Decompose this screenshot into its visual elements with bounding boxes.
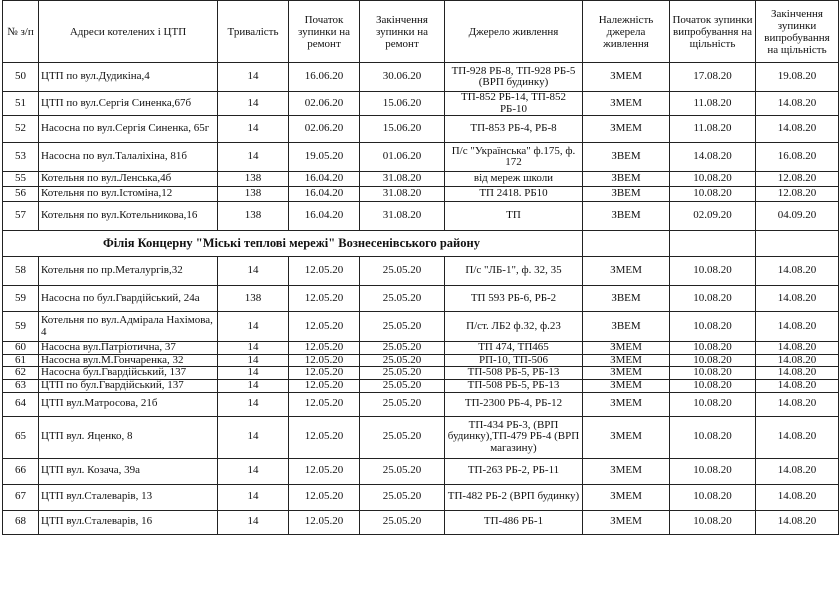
table-row — [3, 312, 839, 342]
cell-address: ЦТП вул.Сталеварів, 13 — [39, 484, 218, 510]
cell-num: 56 — [3, 187, 39, 202]
cell-source: ТП-2300 РБ-4, РБ-12 — [445, 392, 583, 416]
cell-duration: 14 — [218, 92, 289, 116]
cell-test-end: 14.08.20 — [756, 354, 839, 367]
cell-address: ЦТП по бул.Гвардійський, 137 — [39, 379, 218, 392]
cell-owner: ЗМЕМ — [583, 484, 670, 510]
cell-stop-end: 30.06.20 — [360, 63, 445, 92]
cell-source: ТП-434 РБ-3, (ВРП будинку),ТП-479 РБ-4 (ВРП магазину) — [445, 416, 583, 458]
cell-test-start: 10.08.20 — [670, 286, 756, 312]
cell-stop-start: 12.05.20 — [289, 342, 360, 355]
cell-stop-end: 15.06.20 — [360, 116, 445, 143]
cell-num: 53 — [3, 143, 39, 172]
cell-test-start: 10.08.20 — [670, 354, 756, 367]
cell-duration: 14 — [218, 392, 289, 416]
cell-stop-start: 12.05.20 — [289, 312, 360, 342]
cell-source: ТП-928 РБ-8, ТП-928 РБ-5 (ВРП будинку) — [445, 63, 583, 92]
cell-test-start: 10.08.20 — [670, 510, 756, 534]
cell-duration: 14 — [218, 143, 289, 172]
cell-stop-start: 16.04.20 — [289, 187, 360, 202]
cell-num: 62 — [3, 367, 39, 380]
cell-stop-start: 16.04.20 — [289, 172, 360, 187]
cell-address: Насосна вул.Патріотична, 37 — [39, 342, 218, 355]
table-body — [3, 63, 839, 535]
cell-owner: ЗМЕМ — [583, 63, 670, 92]
cell-stop-end: 25.05.20 — [360, 286, 445, 312]
cell-duration: 14 — [218, 367, 289, 380]
cell-stop-start: 02.06.20 — [289, 116, 360, 143]
cell-owner: ЗМЕМ — [583, 458, 670, 484]
cell-source: П/с "ЛБ-1", ф. 32, 35 — [445, 257, 583, 286]
cell-duration: 14 — [218, 354, 289, 367]
cell-address: Котельня по вул.Істоміна,12 — [39, 187, 218, 202]
cell-source: ТП-852 РБ-14, ТП-852 РБ-10 — [445, 92, 583, 116]
cell-test-end: 14.08.20 — [756, 257, 839, 286]
cell-test-end: 04.09.20 — [756, 202, 839, 231]
cell-test-end: 12.08.20 — [756, 187, 839, 202]
cell-stop-start: 12.05.20 — [289, 458, 360, 484]
cell-stop-end: 15.06.20 — [360, 92, 445, 116]
cell-test-end: 14.08.20 — [756, 312, 839, 342]
schedule-table — [2, 0, 839, 535]
cell-num: 55 — [3, 172, 39, 187]
table-row — [3, 187, 839, 202]
cell-stop-start: 12.05.20 — [289, 379, 360, 392]
cell-duration: 14 — [218, 342, 289, 355]
cell-owner: ЗВЕМ — [583, 286, 670, 312]
cell-test-end: 14.08.20 — [756, 367, 839, 380]
cell-duration: 138 — [218, 202, 289, 231]
cell-stop-start: 12.05.20 — [289, 257, 360, 286]
cell-duration: 14 — [218, 116, 289, 143]
table-row — [3, 392, 839, 416]
cell-source: ТП-263 РБ-2, РБ-11 — [445, 458, 583, 484]
cell-address: Насосна бул.Гвардійський, 137 — [39, 367, 218, 380]
header-source: Джерело живлення — [445, 1, 583, 63]
cell-owner: ЗМЕМ — [583, 510, 670, 534]
cell-address: ЦТП по вул.Дудикіна,4 — [39, 63, 218, 92]
cell-source: ТП-508 РБ-5, РБ-13 — [445, 367, 583, 380]
section-empty-cell — [670, 231, 756, 257]
cell-test-start: 02.09.20 — [670, 202, 756, 231]
header-test-end: Закінчення зупинки випробування на щільність — [756, 1, 839, 63]
cell-stop-end: 25.05.20 — [360, 416, 445, 458]
cell-owner: ЗМЕМ — [583, 354, 670, 367]
cell-duration: 14 — [218, 458, 289, 484]
cell-owner: ЗМЕМ — [583, 342, 670, 355]
cell-num: 63 — [3, 379, 39, 392]
cell-test-start: 10.08.20 — [670, 187, 756, 202]
cell-duration: 14 — [218, 257, 289, 286]
table-row — [3, 92, 839, 116]
table-row — [3, 143, 839, 172]
cell-owner: ЗМЕМ — [583, 367, 670, 380]
cell-test-end: 14.08.20 — [756, 510, 839, 534]
cell-stop-start: 16.06.20 — [289, 63, 360, 92]
cell-source: від мереж школи — [445, 172, 583, 187]
cell-test-start: 10.08.20 — [670, 458, 756, 484]
cell-owner: ЗВЕМ — [583, 312, 670, 342]
cell-test-start: 10.08.20 — [670, 342, 756, 355]
cell-test-end: 16.08.20 — [756, 143, 839, 172]
cell-source: ТП 2418. РБ10 — [445, 187, 583, 202]
table-row — [3, 484, 839, 510]
cell-owner: ЗВЕМ — [583, 202, 670, 231]
cell-num: 52 — [3, 116, 39, 143]
cell-stop-start: 12.05.20 — [289, 392, 360, 416]
header-num: № з/п — [3, 1, 39, 63]
cell-address: Котельня по пр.Металургів,32 — [39, 257, 218, 286]
cell-stop-end: 25.05.20 — [360, 312, 445, 342]
cell-owner: ЗВЕМ — [583, 143, 670, 172]
cell-test-start: 10.08.20 — [670, 416, 756, 458]
cell-source: П/с "Українська" ф.175, ф. 172 — [445, 143, 583, 172]
cell-address: Насосна вул.М.Гончаренка, 32 — [39, 354, 218, 367]
cell-owner: ЗМЕМ — [583, 392, 670, 416]
cell-address: Котельня по вул.Котельникова,16 — [39, 202, 218, 231]
cell-test-end: 14.08.20 — [756, 286, 839, 312]
header-address: Адреси котелених і ЦТП — [39, 1, 218, 63]
header-stop-start: Початок зупинки на ремонт — [289, 1, 360, 63]
cell-address: ЦТП вул.Сталеварів, 16 — [39, 510, 218, 534]
cell-stop-end: 25.05.20 — [360, 458, 445, 484]
cell-test-start: 11.08.20 — [670, 92, 756, 116]
cell-owner: ЗМЕМ — [583, 116, 670, 143]
table-row — [3, 458, 839, 484]
cell-test-start: 14.08.20 — [670, 143, 756, 172]
cell-source: ТП-486 РБ-1 — [445, 510, 583, 534]
cell-address: ЦТП по вул.Сергія Синенка,67б — [39, 92, 218, 116]
cell-stop-end: 01.06.20 — [360, 143, 445, 172]
cell-stop-end: 25.05.20 — [360, 367, 445, 380]
cell-stop-end: 25.05.20 — [360, 257, 445, 286]
cell-stop-end: 25.05.20 — [360, 510, 445, 534]
cell-duration: 138 — [218, 172, 289, 187]
cell-duration: 14 — [218, 63, 289, 92]
cell-address: Насосна по вул.Сергія Синенка, 65г — [39, 116, 218, 143]
header-row — [3, 1, 839, 63]
section-row — [3, 231, 839, 257]
cell-stop-end: 31.08.20 — [360, 202, 445, 231]
cell-num: 66 — [3, 458, 39, 484]
cell-test-start: 10.08.20 — [670, 367, 756, 380]
cell-test-start: 10.08.20 — [670, 257, 756, 286]
cell-num: 59 — [3, 312, 39, 342]
cell-owner: ЗВЕМ — [583, 187, 670, 202]
cell-test-start: 10.08.20 — [670, 484, 756, 510]
cell-test-end: 14.08.20 — [756, 342, 839, 355]
cell-num: 67 — [3, 484, 39, 510]
cell-num: 58 — [3, 257, 39, 286]
cell-duration: 14 — [218, 312, 289, 342]
cell-source: ТП — [445, 202, 583, 231]
cell-source: П/ст. ЛБ2 ф.32, ф.23 — [445, 312, 583, 342]
cell-test-start: 11.08.20 — [670, 116, 756, 143]
table-row — [3, 510, 839, 534]
cell-stop-start: 16.04.20 — [289, 202, 360, 231]
cell-source: ТП-853 РБ-4, РБ-8 — [445, 116, 583, 143]
header-owner: Належність джерела живлення — [583, 1, 670, 63]
cell-stop-end: 25.05.20 — [360, 392, 445, 416]
cell-stop-start: 12.05.20 — [289, 484, 360, 510]
cell-source: ТП-482 РБ-2 (ВРП будинку) — [445, 484, 583, 510]
cell-duration: 14 — [218, 379, 289, 392]
cell-stop-end: 25.05.20 — [360, 484, 445, 510]
cell-stop-start: 12.05.20 — [289, 416, 360, 458]
cell-num: 61 — [3, 354, 39, 367]
table-row — [3, 202, 839, 231]
cell-address: ЦТП вул.Матросова, 21б — [39, 392, 218, 416]
header-duration: Тривалість — [218, 1, 289, 63]
table-row — [3, 172, 839, 187]
cell-stop-start: 02.06.20 — [289, 92, 360, 116]
cell-num: 64 — [3, 392, 39, 416]
cell-duration: 138 — [218, 286, 289, 312]
cell-test-end: 14.08.20 — [756, 379, 839, 392]
cell-test-start: 17.08.20 — [670, 63, 756, 92]
table-row — [3, 342, 839, 355]
cell-num: 50 — [3, 63, 39, 92]
section-empty-cell — [756, 231, 839, 257]
cell-owner: ЗВЕМ — [583, 172, 670, 187]
cell-source: РП-10, ТП-506 — [445, 354, 583, 367]
cell-test-end: 14.08.20 — [756, 458, 839, 484]
cell-address: Котельня по вул.Адмірала Нахімова, 4 — [39, 312, 218, 342]
cell-address: Котельня по вул.Ленська,4б — [39, 172, 218, 187]
header-test-start: Початок зупинки випробування на щільність — [670, 1, 756, 63]
cell-duration: 14 — [218, 416, 289, 458]
cell-test-start: 10.08.20 — [670, 379, 756, 392]
section-title: Філія Концерну "Міські теплові мережі" Вознесенівського району — [3, 231, 583, 257]
table-row — [3, 257, 839, 286]
cell-source: ТП-508 РБ-5, РБ-13 — [445, 379, 583, 392]
cell-test-end: 14.08.20 — [756, 116, 839, 143]
cell-test-end: 12.08.20 — [756, 172, 839, 187]
cell-test-end: 14.08.20 — [756, 392, 839, 416]
cell-num: 57 — [3, 202, 39, 231]
cell-owner: ЗМЕМ — [583, 257, 670, 286]
cell-duration: 14 — [218, 484, 289, 510]
cell-stop-end: 31.08.20 — [360, 172, 445, 187]
table-row — [3, 286, 839, 312]
cell-test-start: 10.08.20 — [670, 312, 756, 342]
cell-duration: 14 — [218, 510, 289, 534]
cell-address: ЦТП вул. Яценко, 8 — [39, 416, 218, 458]
table-row — [3, 367, 839, 380]
table-row — [3, 416, 839, 458]
cell-test-start: 10.08.20 — [670, 172, 756, 187]
cell-owner: ЗМЕМ — [583, 416, 670, 458]
cell-stop-end: 25.05.20 — [360, 342, 445, 355]
cell-stop-start: 19.05.20 — [289, 143, 360, 172]
cell-stop-start: 12.05.20 — [289, 367, 360, 380]
cell-duration: 138 — [218, 187, 289, 202]
cell-test-end: 19.08.20 — [756, 63, 839, 92]
cell-num: 65 — [3, 416, 39, 458]
cell-source: ТП 474, ТП465 — [445, 342, 583, 355]
table-row — [3, 63, 839, 92]
cell-address: Насосна по бул.Гвардійський, 24а — [39, 286, 218, 312]
cell-owner: ЗМЕМ — [583, 379, 670, 392]
cell-num: 59 — [3, 286, 39, 312]
cell-stop-start: 12.05.20 — [289, 286, 360, 312]
cell-num: 51 — [3, 92, 39, 116]
cell-source: ТП 593 РБ-6, РБ-2 — [445, 286, 583, 312]
cell-test-end: 14.08.20 — [756, 92, 839, 116]
table-row — [3, 379, 839, 392]
cell-num: 68 — [3, 510, 39, 534]
table-row — [3, 116, 839, 143]
cell-stop-end: 25.05.20 — [360, 354, 445, 367]
cell-stop-start: 12.05.20 — [289, 510, 360, 534]
cell-test-start: 10.08.20 — [670, 392, 756, 416]
header-stop-end: Закінчення зупинки на ремонт — [360, 1, 445, 63]
cell-stop-end: 25.05.20 — [360, 379, 445, 392]
section-empty-cell — [583, 231, 670, 257]
cell-test-end: 14.08.20 — [756, 484, 839, 510]
cell-num: 60 — [3, 342, 39, 355]
cell-test-end: 14.08.20 — [756, 416, 839, 458]
cell-owner: ЗМЕМ — [583, 92, 670, 116]
table-row — [3, 354, 839, 367]
cell-stop-end: 31.08.20 — [360, 187, 445, 202]
cell-address: ЦТП вул. Козача, 39а — [39, 458, 218, 484]
cell-address: Насосна по вул.Талаліхіна, 81б — [39, 143, 218, 172]
cell-stop-start: 12.05.20 — [289, 354, 360, 367]
